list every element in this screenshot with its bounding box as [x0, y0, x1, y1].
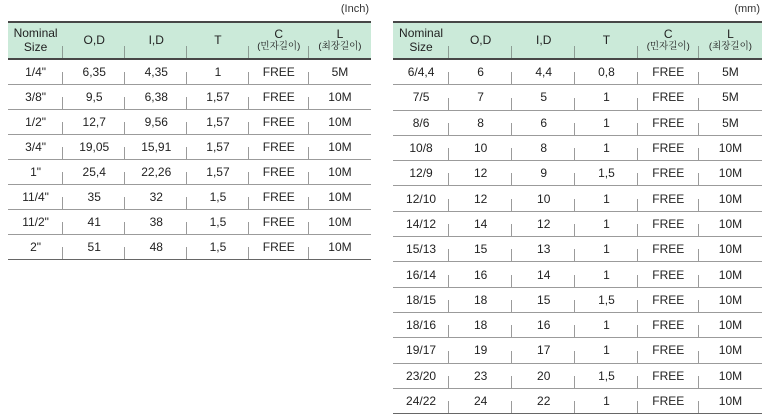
table-cell: 1,57	[187, 135, 248, 160]
table-cell: FREE	[249, 59, 309, 85]
table-cell: 19/17	[393, 338, 449, 363]
table-cell: FREE	[638, 262, 699, 287]
table-header	[8, 22, 371, 59]
table-row	[8, 59, 371, 85]
table-cell: 8	[449, 110, 512, 135]
table-cell: 13	[512, 237, 575, 262]
table-cell: 1	[575, 262, 637, 287]
column-header	[249, 22, 309, 59]
table-header	[393, 22, 762, 59]
table-row	[393, 59, 762, 85]
table-row	[393, 211, 762, 236]
table-cell: 10M	[309, 235, 371, 260]
column-header-label: Nominal Size	[13, 25, 58, 54]
table-cell: 1	[575, 85, 637, 110]
table-cell: FREE	[638, 59, 699, 85]
table-cell: FREE	[638, 85, 699, 110]
table-cell: 22	[512, 388, 575, 413]
table-cell: 5M	[309, 59, 371, 85]
table-cell: 3/4"	[8, 135, 63, 160]
table-cell: 10M	[699, 161, 762, 186]
table-cell: 20	[512, 363, 575, 388]
table-cell: 1,5	[575, 287, 637, 312]
table-cell: 1/2"	[8, 110, 63, 135]
column-header	[125, 22, 187, 59]
table-cell: 10M	[699, 186, 762, 211]
column-header-label: L	[336, 26, 344, 41]
table-cell: 18/15	[393, 287, 449, 312]
table-cell: 18/16	[393, 312, 449, 337]
table-cell: 15,91	[125, 135, 187, 160]
table-cell: 25,4	[63, 160, 125, 185]
table-row	[393, 388, 762, 413]
table-cell: FREE	[249, 235, 309, 260]
column-header-label: O,D	[83, 32, 105, 47]
column-header-label: Nominal Size	[399, 25, 444, 54]
table-cell: 6,38	[125, 85, 187, 110]
table-cell: 1	[187, 59, 248, 85]
table-cell: 5	[512, 85, 575, 110]
table-cell: 1	[575, 211, 637, 236]
table-cell: 10M	[309, 185, 371, 210]
column-header	[449, 22, 512, 59]
table-cell: 8	[512, 135, 575, 160]
table-cell: 16	[449, 262, 512, 287]
table-cell: 1/4"	[8, 59, 63, 85]
table-cell: 6	[449, 59, 512, 85]
table-cell: 12/9	[393, 161, 449, 186]
table-cell: FREE	[638, 312, 699, 337]
table-cell: 10M	[309, 210, 371, 235]
table-cell: 32	[125, 185, 187, 210]
column-header-label: T	[214, 32, 222, 47]
column-header	[8, 22, 63, 59]
table-cell: FREE	[249, 160, 309, 185]
table-cell: 1	[575, 135, 637, 160]
table-cell: 12,7	[63, 110, 125, 135]
table-row	[8, 135, 371, 160]
table-cell: 23/20	[393, 363, 449, 388]
table-cell: FREE	[638, 338, 699, 363]
table-cell: 10M	[309, 160, 371, 185]
column-header-label: O,D	[469, 32, 492, 47]
table-cell: 1	[575, 388, 637, 413]
table-row	[8, 160, 371, 185]
table-cell: FREE	[638, 110, 699, 135]
table-row	[393, 287, 762, 312]
column-header	[699, 22, 762, 59]
table-cell: 10M	[699, 262, 762, 287]
table-cell: 1	[575, 237, 637, 262]
table-row	[393, 186, 762, 211]
column-header-label: C	[663, 26, 673, 41]
table-cell: 23	[449, 363, 512, 388]
table-cell: 10M	[699, 135, 762, 160]
table-cell: 24/22	[393, 388, 449, 413]
table-cell: 10	[449, 135, 512, 160]
table-cell: FREE	[638, 287, 699, 312]
table-cell: 15/13	[393, 237, 449, 262]
table-cell: 16	[512, 312, 575, 337]
table-cell: FREE	[638, 388, 699, 413]
table-cell: FREE	[638, 211, 699, 236]
header-row	[8, 22, 371, 59]
table-cell: 35	[63, 185, 125, 210]
table-body	[393, 59, 762, 414]
table-cell: 2"	[8, 235, 63, 260]
table-cell: 15	[449, 237, 512, 262]
table-row	[8, 235, 371, 260]
column-header	[393, 22, 449, 59]
table-cell: FREE	[249, 135, 309, 160]
table-cell: 48	[125, 235, 187, 260]
mm-table-section	[393, 3, 762, 414]
table-cell: 14	[512, 262, 575, 287]
column-header-sublabel: (최장길이)	[318, 41, 362, 53]
table-cell: 51	[63, 235, 125, 260]
table-cell: 1	[575, 186, 637, 211]
table-row	[8, 210, 371, 235]
column-header	[575, 22, 637, 59]
table-cell: 14	[449, 211, 512, 236]
column-header	[187, 22, 248, 59]
table-cell: 1,5	[187, 210, 248, 235]
table-cell: 1,57	[187, 85, 248, 110]
table-cell: 10M	[309, 85, 371, 110]
table-cell: 12/10	[393, 186, 449, 211]
table-cell: 4,35	[125, 59, 187, 85]
table-cell: 22,26	[125, 160, 187, 185]
table-cell: 10/8	[393, 135, 449, 160]
table-cell: 12	[512, 211, 575, 236]
table-cell: 38	[125, 210, 187, 235]
table-cell: FREE	[638, 237, 699, 262]
unit-label-mm: (mm)	[734, 3, 760, 15]
table-cell: 10M	[699, 338, 762, 363]
table-cell: 1	[575, 312, 637, 337]
table-cell: 10M	[699, 363, 762, 388]
table-row	[8, 85, 371, 110]
table-row	[393, 161, 762, 186]
table-cell: 18	[449, 287, 512, 312]
table-cell: 1,5	[575, 161, 637, 186]
column-header-sublabel: (민자길이)	[257, 41, 301, 53]
column-header-label: I,D	[536, 32, 552, 47]
table-cell: 0,8	[575, 59, 637, 85]
header-row	[393, 22, 762, 59]
table-cell: 41	[63, 210, 125, 235]
table-cell: 9,5	[63, 85, 125, 110]
table-cell: FREE	[249, 110, 309, 135]
table-cell: 1	[575, 338, 637, 363]
table-cell: 5M	[699, 85, 762, 110]
table-row	[393, 237, 762, 262]
table-cell: 19,05	[63, 135, 125, 160]
table-row	[393, 338, 762, 363]
table-cell: 10M	[699, 312, 762, 337]
table-cell: 6,35	[63, 59, 125, 85]
table-row	[393, 262, 762, 287]
table-cell: 9	[512, 161, 575, 186]
table-cell: 1,5	[187, 185, 248, 210]
column-header-label: I,D	[148, 32, 164, 47]
table-cell: 10M	[699, 287, 762, 312]
table-cell: FREE	[638, 135, 699, 160]
table-cell: 3/8"	[8, 85, 63, 110]
table-cell: 10M	[309, 110, 371, 135]
table-body	[8, 59, 371, 260]
table-row	[393, 110, 762, 135]
table-cell: 5M	[699, 59, 762, 85]
table-cell: 12	[449, 186, 512, 211]
table-row	[8, 110, 371, 135]
table-cell: 10	[512, 186, 575, 211]
table-cell: 1,57	[187, 160, 248, 185]
table-cell: 16/14	[393, 262, 449, 287]
inch-table-section	[8, 3, 371, 260]
table-cell: 11/4"	[8, 185, 63, 210]
table-row	[393, 312, 762, 337]
table-cell: 1	[575, 110, 637, 135]
table-cell: 19	[449, 338, 512, 363]
table-row	[393, 363, 762, 388]
column-header-sublabel: (민자길이)	[646, 41, 690, 53]
table-cell: FREE	[249, 210, 309, 235]
table-cell: 5M	[699, 110, 762, 135]
table-cell: 1,5	[575, 363, 637, 388]
column-header	[512, 22, 575, 59]
table-cell: 10M	[699, 211, 762, 236]
table-cell: 17	[512, 338, 575, 363]
table-cell: 1"	[8, 160, 63, 185]
table-cell: 10M	[309, 135, 371, 160]
mm-spec-table	[393, 21, 762, 414]
inch-spec-table	[8, 21, 371, 260]
table-cell: 11/2"	[8, 210, 63, 235]
column-header	[63, 22, 125, 59]
column-header-sublabel: (최장길이)	[708, 41, 752, 53]
table-cell: FREE	[638, 161, 699, 186]
column-header	[638, 22, 699, 59]
table-cell: FREE	[638, 186, 699, 211]
table-cell: 12	[449, 161, 512, 186]
column-header-label: L	[727, 26, 734, 41]
column-header-label: T	[602, 32, 611, 47]
table-cell: 14/12	[393, 211, 449, 236]
table-cell: 1,57	[187, 110, 248, 135]
table-cell: 1,5	[187, 235, 248, 260]
table-cell: 18	[449, 312, 512, 337]
table-cell: FREE	[249, 185, 309, 210]
table-cell: 6/4,4	[393, 59, 449, 85]
column-header	[309, 22, 371, 59]
table-cell: 24	[449, 388, 512, 413]
table-row	[393, 135, 762, 160]
table-row	[393, 85, 762, 110]
table-cell: 9,56	[125, 110, 187, 135]
table-cell: FREE	[638, 363, 699, 388]
table-cell: FREE	[249, 85, 309, 110]
column-header-label: C	[274, 26, 284, 41]
table-cell: 7/5	[393, 85, 449, 110]
table-cell: 8/6	[393, 110, 449, 135]
unit-label-inch: (Inch)	[340, 3, 369, 15]
table-cell: 6	[512, 110, 575, 135]
table-row	[8, 185, 371, 210]
table-cell: 4,4	[512, 59, 575, 85]
table-cell: 10M	[699, 388, 762, 413]
table-cell: 15	[512, 287, 575, 312]
table-cell: 10M	[699, 237, 762, 262]
table-cell: 7	[449, 85, 512, 110]
